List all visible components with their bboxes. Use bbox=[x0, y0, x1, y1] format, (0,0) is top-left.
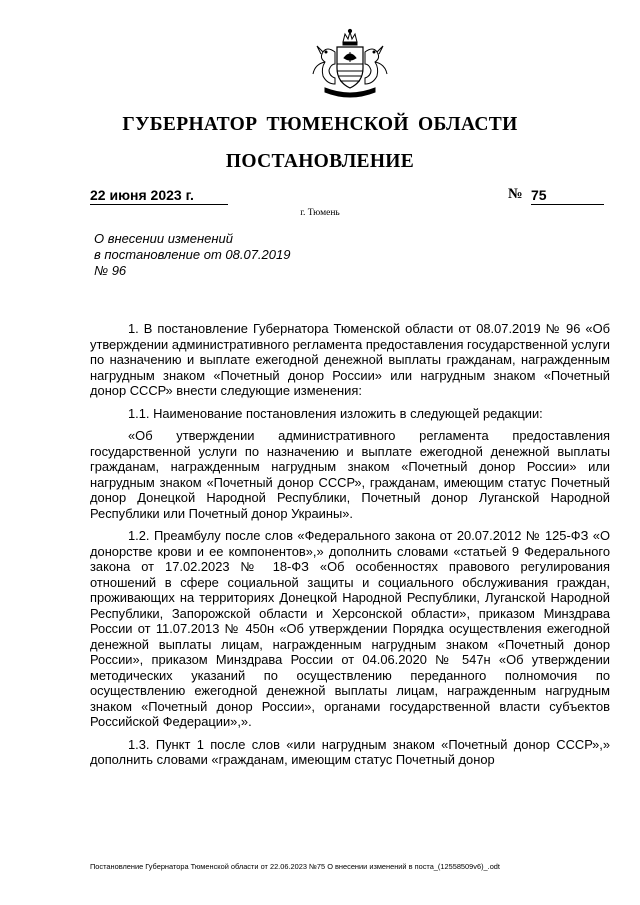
subject-line: О внесении изменений bbox=[94, 231, 233, 246]
document-date: 22 июня 2023 г. bbox=[90, 187, 228, 205]
document-body bbox=[90, 321, 610, 775]
document-number: 75 bbox=[531, 187, 604, 205]
number-sign: № bbox=[508, 186, 523, 202]
document-type-heading: ПОСТАНОВЛЕНИЕ bbox=[225, 151, 415, 172]
body-paragraph: 1.2. Преамбулу после слов «Федерального закона от 20.07.2012 № 125-ФЗ «О донорстве крови и ее компонентов»,» дополнить словами «статьей 9 Федерального закона от 17.02.2023 № 18-ФЗ «Об особенностях правового регулирования отношений в сфере социальной защиты и социального обслуживания граждан, проживающих на территориях Донецкой Народной Республики, Луганской Народной Республики, Запорожской области и Херсонской области», приказом Минздрава России от 11.07.2013 № 450н «Об утверждении Порядка осуществления ежегодной денежной выплаты лицам, награжденным нагрудным знаком «Почетный донор России», приказом Минздрава России от 04.06.2020 № 547н «Об утверждении методических указаний по осуществлению переданного полномочия по осуществлению ежегодной денежной выплаты лицам, награжденным нагрудным знаком «Почетный донор России», органами государственной власти субъектов Российской Федерации»,». bbox=[90, 528, 610, 729]
subject-line: в постановление от 08.07.2019 bbox=[94, 247, 291, 262]
body-paragraph: «Об утверждении административного регламента предоставления государственной услуги по назначению и выплате ежегодной денежной выплаты гражданам, награжденным нагрудным знаком «Почетный донор России» или нагрудным знаком «Почетный донор СССР», гражданам, имеющим статус Почетный донор Донецкой Народной Республики, Почетный донор Луганской Народной Республики или Почетный донор Украины». bbox=[90, 428, 610, 521]
body-paragraph: 1. В постановление Губернатора Тюменской области от 08.07.2019 № 96 «Об утверждении административного регламента предоставления государственной услуги по назначению и выплате ежегодной денежной выплаты гражданам, награжденным нагрудным знаком «Почетный донор России» или нагрудным знаком «Почетный донор СССР» внести следующие изменения: bbox=[90, 321, 610, 398]
city-name: г. Тюмень bbox=[300, 208, 340, 218]
document-subject bbox=[94, 231, 290, 279]
body-paragraph: 1.1. Наименование постановления изложить в следующей редакции: bbox=[128, 405, 543, 421]
subject-line: № 96 bbox=[94, 263, 127, 278]
body-paragraph: 1.3. Пункт 1 после слов «или нагрудным знаком «Почетный донор СССР»,» дополнить словами «гражданам, имеющим статус Почетный донор bbox=[90, 736, 610, 767]
file-footer: Постановление Губернатора Тюменской области от 22.06.2023 №75 О внесении изменений в поста_(12558509v6)_.odt bbox=[90, 862, 500, 871]
authority-title: ГУБЕРНАТОР ТЮМЕНСКОЙ ОБЛАСТИ bbox=[122, 114, 518, 135]
coat-of-arms-icon bbox=[301, 28, 399, 102]
